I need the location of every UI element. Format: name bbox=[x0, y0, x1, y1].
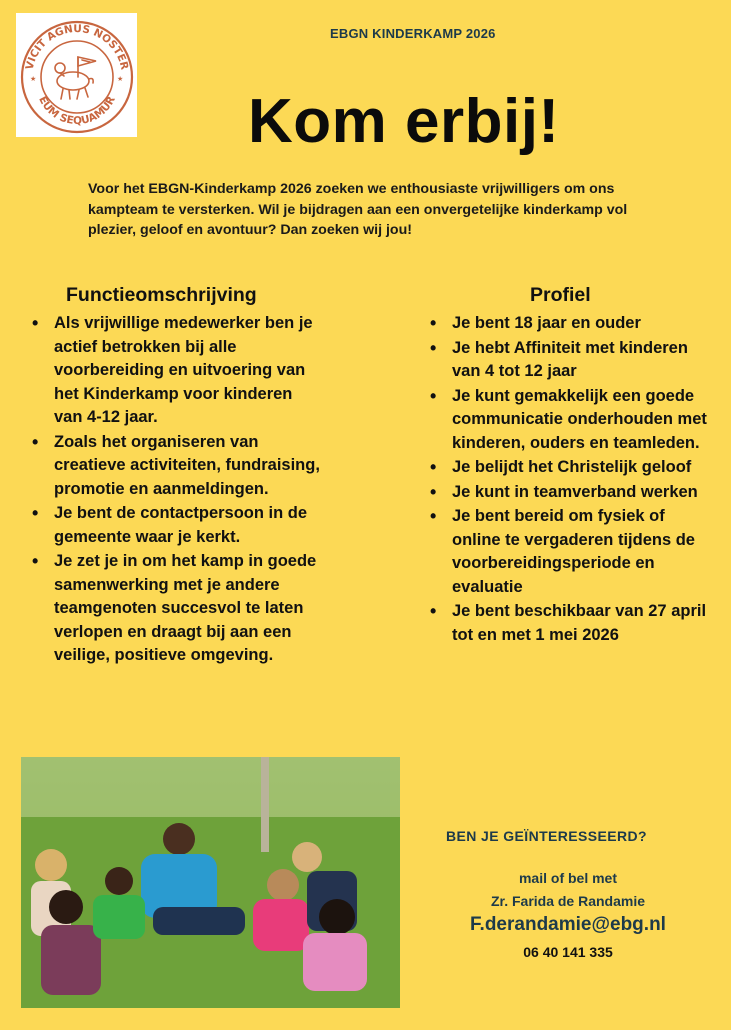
svg-text:VICIT AGNUS NOSTER bbox=[24, 23, 131, 71]
list-item: • Je bent 18 jaar en ouder bbox=[430, 312, 712, 336]
intro-text: Voor het EBGN-Kinderkamp 2026 zoeken we enthousiaste vrijwilligers om ons kampteam te versterken. Wil je bijdragen aan een onvergetelijke kinderkamp vol plezier, geloof en avontuur? Dan zoeken wij jou! bbox=[88, 181, 628, 238]
contact-email-link[interactable]: F.derandamie@ebg.nl bbox=[470, 914, 666, 935]
list-item: • Je kunt gemakkelijk een goede communicatie onderhouden met kinderen, ouders en teamleden. bbox=[430, 385, 712, 456]
logo-motto-top: VICIT AGNUS NOSTER bbox=[23, 22, 131, 71]
svg-text:★: ★ bbox=[117, 76, 124, 83]
list-item: • Je bent bereid om fysiek of online te vergaderen tijdens de voorbereidingsperiode en evaluatie bbox=[430, 505, 712, 599]
profiel-title: Profiel bbox=[530, 284, 591, 306]
list-item: • Je kunt in teamverband werken bbox=[430, 481, 712, 505]
group-photo bbox=[21, 757, 400, 1008]
lamb-seal-logo bbox=[16, 13, 137, 137]
list-item: • Zoals het organiseren van creatieve activiteiten, fundraising, promotie en aanmeldingen. bbox=[32, 431, 322, 502]
logo bbox=[16, 13, 137, 137]
list-item: • Je bent beschikbaar van 27 april tot en met 1 mei 2026 bbox=[430, 600, 712, 647]
list-item: • Je belijdt het Christelijk geloof bbox=[430, 456, 712, 480]
contact-name: Zr. Farida de Randamie bbox=[490, 893, 646, 909]
contact-intro: mail of bel met bbox=[518, 870, 618, 886]
contact-phone[interactable]: 06 40 141 335 bbox=[523, 944, 613, 960]
functie-title: Functieomschrijving bbox=[66, 284, 257, 306]
profiel-list bbox=[430, 312, 712, 648]
list-item: • Je bent de contactpersoon in de gemeente waar je kerkt. bbox=[32, 502, 322, 549]
list-item: • Je hebt Affiniteit met kinderen van 4 tot 12 jaar bbox=[430, 337, 712, 384]
logo-motto-bottom: EUM SEQUAMUR bbox=[36, 94, 118, 128]
page-title: Kom erbij! bbox=[248, 87, 560, 156]
list-item: • Je zet je in om het kamp in goede samenwerking met je andere teamgenoten succesvol te laten verlopen en draagt bij aan een veilige, positieve omgeving. bbox=[32, 550, 322, 668]
event-title: EBGN KINDERKAMP 2026 bbox=[330, 26, 496, 41]
list-item: • Als vrijwillige medewerker ben je actief betrokken bij alle voorbereiding en uitvoering van het Kinderkamp voor kinderen van 4-12 jaar. bbox=[32, 312, 322, 430]
svg-text:★: ★ bbox=[30, 76, 37, 83]
interested-heading: BEN JE GEÏNTERESSEERD? bbox=[446, 828, 647, 844]
functie-list bbox=[32, 312, 322, 669]
